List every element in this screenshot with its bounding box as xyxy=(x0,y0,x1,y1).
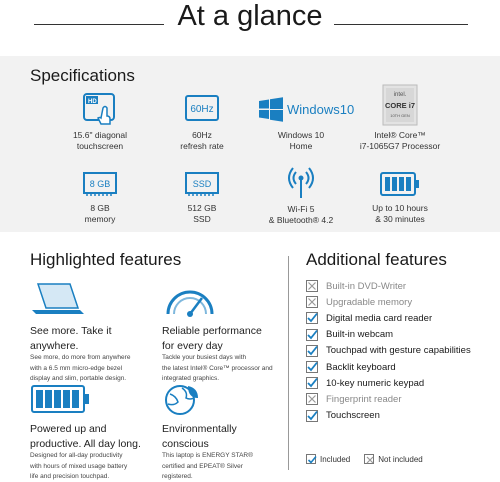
legend-not-included xyxy=(364,454,422,464)
feature-list-item xyxy=(306,408,471,424)
cross-icon xyxy=(306,280,318,292)
svg-text:10TH GEN: 10TH GEN xyxy=(390,113,410,118)
column-divider xyxy=(288,256,289,470)
feature-title: Environmentally xyxy=(162,423,237,435)
feature-environment xyxy=(162,382,287,482)
spec-wifi-line1: Wi-Fi 5 xyxy=(287,204,315,214)
specifications-heading: Specifications xyxy=(30,66,135,85)
intel-core-i7-icon xyxy=(382,84,418,126)
features-legend xyxy=(306,454,437,464)
feature-description: with a 6.5 mm micro-edge bezel xyxy=(30,364,123,372)
feature-performance xyxy=(162,280,287,384)
features-area xyxy=(0,242,500,481)
battery-icon xyxy=(30,382,92,416)
feature-list-label: Fingerprint reader xyxy=(326,393,402,405)
windows-logo-icon xyxy=(255,92,355,126)
spec-wireless xyxy=(246,160,356,226)
feature-title: for every day xyxy=(162,339,223,352)
spec-wifi-line2: & Bluetooth® 4.2 xyxy=(268,215,334,226)
spec-refresh-line2: refresh rate xyxy=(180,141,224,152)
page-header xyxy=(0,0,500,52)
checkmark-icon xyxy=(306,377,318,389)
spec-processor xyxy=(345,84,455,152)
memory-icon xyxy=(81,169,119,199)
cross-icon xyxy=(306,296,318,308)
spec-ssd xyxy=(147,169,257,225)
spec-windows-line2: Home xyxy=(289,141,313,152)
spec-refresh-rate xyxy=(147,92,257,152)
svg-text:60Hz: 60Hz xyxy=(190,104,214,115)
feature-description: the latest Intel® Core™ processor and xyxy=(162,364,273,372)
spec-refresh-line1: 60Hz xyxy=(192,130,212,140)
feature-battery xyxy=(30,382,155,482)
additional-features-list xyxy=(306,278,471,424)
feature-title: anywhere. xyxy=(30,339,79,352)
feature-description: registered. xyxy=(162,473,193,481)
page-title: At a glance xyxy=(177,0,323,32)
feature-title: Reliable performance xyxy=(162,325,262,337)
feature-description: certified and EPEAT® Silver xyxy=(162,462,243,470)
feature-description: life and precision touchpad. xyxy=(30,473,110,481)
highlighted-heading: Highlighted features xyxy=(30,250,182,269)
spec-windows-line1: Windows 10 xyxy=(277,130,325,140)
svg-text:Windows10: Windows10 xyxy=(287,102,355,117)
globe-leaf-icon xyxy=(162,382,202,416)
spec-touchscreen-line2: touchscreen xyxy=(76,141,124,152)
checkmark-icon xyxy=(306,361,318,373)
feature-description: integrated graphics. xyxy=(162,375,220,383)
feature-list-item xyxy=(306,359,471,375)
feature-description: Designed for all-day productivity xyxy=(30,452,123,460)
feature-list-label: Built-in webcam xyxy=(326,329,394,341)
touchscreen-icon xyxy=(81,92,119,126)
spec-processor-line2: i7-1065G7 Processor xyxy=(359,141,441,152)
legend-included xyxy=(306,454,350,464)
feature-list-label: 10-key numeric keypad xyxy=(326,377,425,389)
svg-text:HD: HD xyxy=(88,99,97,105)
feature-description: Tackle your busiest days with xyxy=(162,354,247,362)
spec-touchscreen-line1: 15.6" diagonal xyxy=(72,130,128,140)
legend-not-included-label: Not included xyxy=(378,454,423,464)
feature-list-item xyxy=(306,375,471,391)
refresh-rate-icon xyxy=(183,92,221,126)
checkmark-icon xyxy=(306,454,316,464)
legend-included-label: Included xyxy=(320,454,351,464)
spec-touchscreen xyxy=(45,92,155,152)
performance-gauge-icon xyxy=(162,280,218,318)
feature-description: display and slim, portable design. xyxy=(30,375,127,383)
checkmark-icon xyxy=(306,410,318,422)
checkmark-icon xyxy=(306,345,318,357)
feature-list-label: Built-in DVD-Writer xyxy=(326,280,407,292)
spec-ssd-line2: SSD xyxy=(193,214,211,225)
feature-list-label: Digital media card reader xyxy=(326,312,433,324)
wifi-bluetooth-icon xyxy=(281,160,321,200)
feature-list-item xyxy=(306,278,471,294)
header-rule-right xyxy=(334,24,468,25)
feature-description: with hours of mixed usage battery xyxy=(30,462,128,470)
feature-description: See more, do more from anywhere xyxy=(30,354,131,362)
svg-text:8 GB: 8 GB xyxy=(89,179,111,189)
cross-icon xyxy=(364,454,374,464)
feature-see-more xyxy=(30,280,155,384)
feature-list-label: Backlit keyboard xyxy=(326,361,396,373)
feature-list-label: Touchscreen xyxy=(326,410,380,422)
spec-ssd-line1: 512 GB xyxy=(187,203,217,213)
additional-heading: Additional features xyxy=(306,250,447,269)
feature-list-label: Upgradable memory xyxy=(326,296,413,308)
battery-icon xyxy=(379,169,421,199)
feature-list-item xyxy=(306,327,471,343)
feature-title: conscious xyxy=(162,437,209,450)
svg-text:SSD: SSD xyxy=(192,179,212,189)
feature-title: See more. Take it xyxy=(30,325,112,337)
spec-battery xyxy=(345,169,455,225)
feature-list-item xyxy=(306,294,471,310)
feature-list-label: Touchpad with gesture capabilities xyxy=(326,345,471,357)
ssd-icon xyxy=(183,169,221,199)
spec-memory-line1: 8 GB xyxy=(90,203,110,213)
feature-list-item xyxy=(306,310,471,326)
feature-list-item xyxy=(306,343,471,359)
spec-battery-line2: & 30 minutes xyxy=(375,214,425,225)
laptop-icon xyxy=(30,280,86,318)
feature-title: productive. All day long. xyxy=(30,437,141,450)
checkmark-icon xyxy=(306,312,318,324)
spec-memory xyxy=(45,169,155,225)
feature-title: Powered up and xyxy=(30,423,107,435)
spec-memory-line2: memory xyxy=(84,214,116,225)
spec-windows xyxy=(246,92,356,152)
svg-text:CORE i7: CORE i7 xyxy=(384,101,416,110)
spec-processor-line1: Intel® Core™ xyxy=(374,130,426,140)
feature-list-item xyxy=(306,391,471,407)
spec-battery-line1: Up to 10 hours xyxy=(372,203,428,213)
cross-icon xyxy=(306,393,318,405)
feature-description: This laptop is ENERGY STAR® xyxy=(162,452,253,460)
specifications-panel xyxy=(0,56,500,232)
svg-text:intel.: intel. xyxy=(393,92,407,98)
checkmark-icon xyxy=(306,329,318,341)
